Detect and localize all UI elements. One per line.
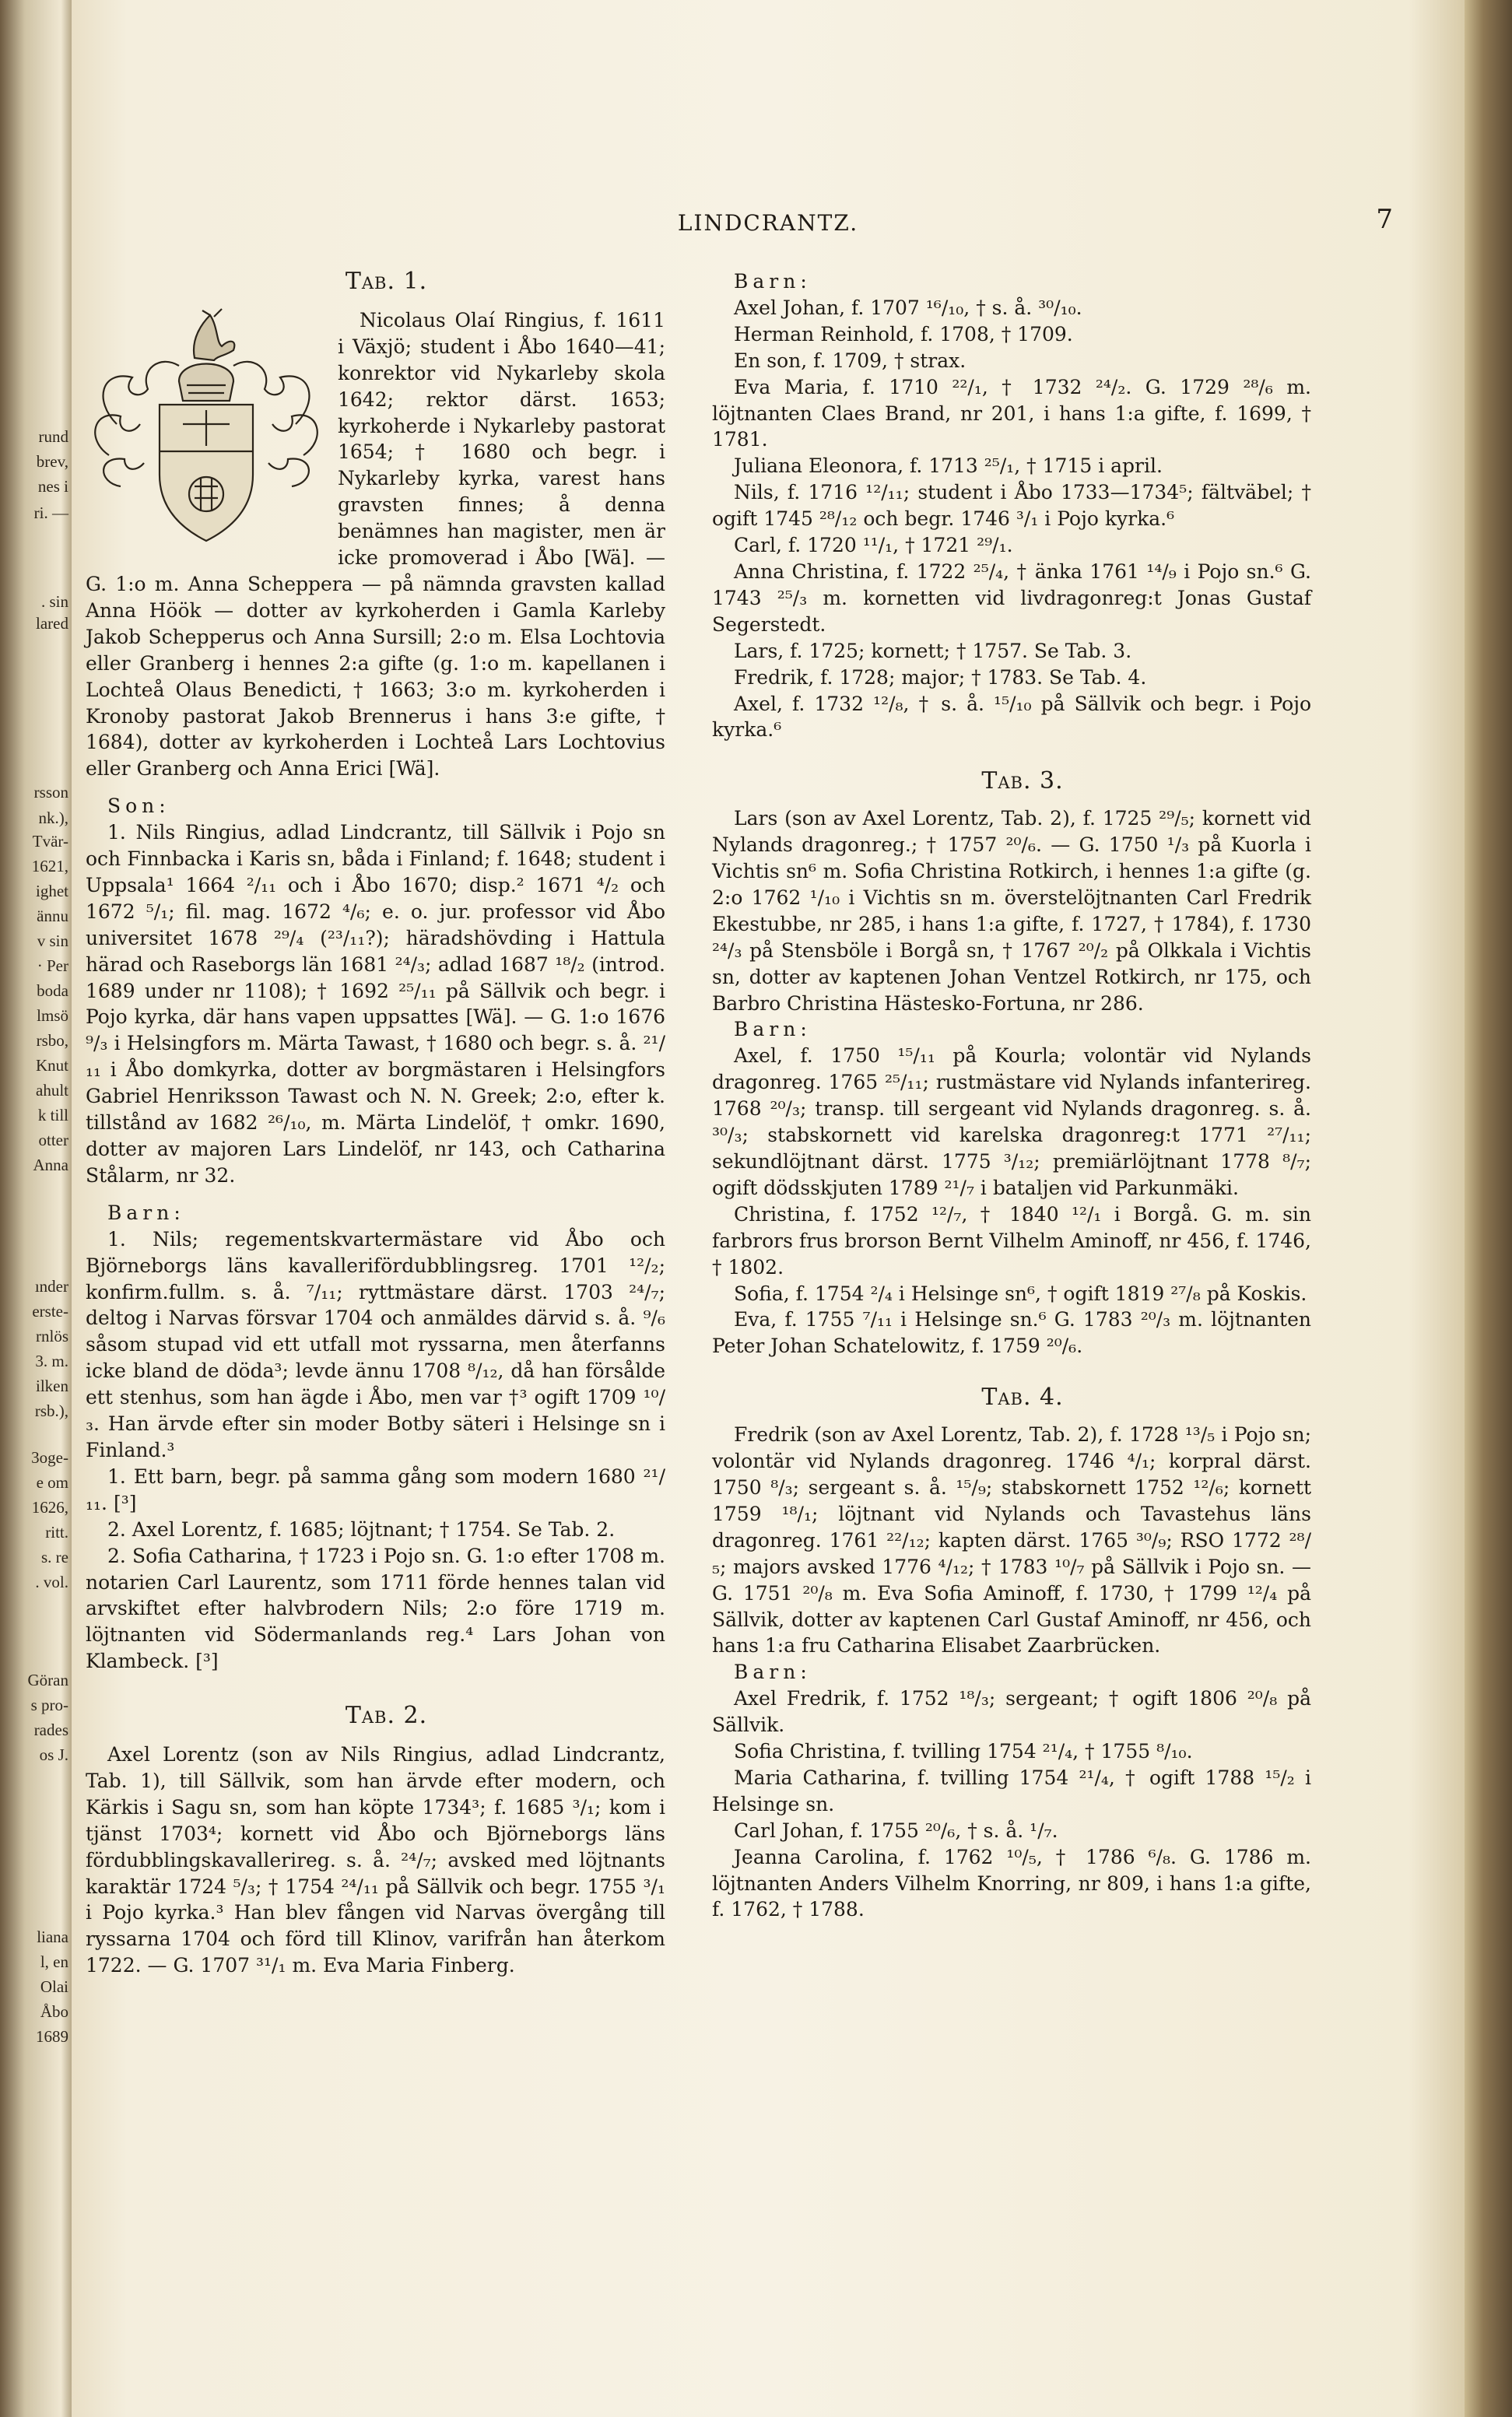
barn-entry: Carl Johan, f. 1755 ²⁰/₆, † s. å. ¹/₇. — [734, 1819, 1058, 1842]
previous-page-text-fragment: lared — [36, 614, 68, 633]
previous-page-text-fragment: s. re — [41, 1548, 68, 1566]
previous-page-text-fragment: k till — [37, 1106, 68, 1124]
barn-entry: Jeanna Carolina, f. 1762 ¹⁰/₅, † 1786 ⁶/₈. G. 1786 m. löjtnanten Anders Vilhelm Knorring, nr 809, i hans 1:a gifte, f. 1762, † 1788. — [712, 1845, 1311, 1921]
previous-page-text-fragment: liana — [37, 1928, 68, 1946]
previous-page-text-fragment: rnlös — [36, 1327, 68, 1345]
barn-entry: En son, f. 1709, † strax. — [734, 349, 966, 372]
previous-page-text-fragment: rsbo, — [36, 1031, 68, 1050]
previous-page-text-fragment: brev, — [36, 452, 68, 471]
previous-page-text-fragment: · Per — [37, 956, 68, 975]
previous-page-text-fragment: ri. — — [33, 503, 68, 522]
right-column — [712, 268, 1311, 1923]
barn-entry: Maria Catharina, f. tvilling 1754 ²¹/₄, † ogift 1788 ¹⁵/₂ i Helsinge sn. — [712, 1766, 1311, 1815]
previous-page-text-fragment: . vol. — [35, 1573, 68, 1591]
previous-page-text-fragment: ınder — [34, 1277, 68, 1296]
barn-entry: Sofia Christina, f. tvilling 1754 ²¹/₄, † 1755 ⁸/₁₀. — [734, 1740, 1193, 1763]
barn-paragraph: 1. Nils; regementskvartermästare vid Åbo och Björneborgs läns kavallerifördubblingsreg. 1701 ¹²/₂; konfirm.fullm. s. å. ⁷/₁₁; ryttmästare därst. 1703 ²⁴/₇; deltog i Narvas försvar 1704 och anmäldes därvid s. å. ⁹/₆ såsom stupad vid ett utfall mot ryssarna, men återfanns icke bland de döda³; levde ännu 1708 ⁸/₁₂, då han försålde ett stenhus, som han ägde i Åbo, men var †³ ogift 1709 ¹⁰/₃. Han ärvde efter sin moder Botby säteri i Helsinge sn i Finland.³ — [86, 1227, 665, 1461]
previous-page-text-fragment: rades — [33, 1721, 68, 1739]
barn-entry: Lars, f. 1725; kornett; † 1757. Se Tab. 3. — [734, 639, 1132, 662]
previous-page-text-fragment: nk.), — [38, 809, 68, 827]
previous-page-text-fragment: ilken — [36, 1377, 68, 1395]
previous-page-text-fragment: ritt. — [45, 1523, 68, 1542]
barn-heading: Barn: — [734, 270, 812, 293]
previous-page-text-fragment: 3. m. — [35, 1352, 68, 1370]
barn-heading: Barn: — [734, 1018, 812, 1041]
tab4-title: Tab. 4. — [981, 1384, 1064, 1412]
barn-heading: Barn: — [107, 1201, 185, 1224]
coat-of-arms-crest-icon — [86, 307, 327, 550]
barn-entry: Axel, f. 1732 ¹²/₈, † s. å. ¹⁵/₁₀ på Sällvik och begr. i Pojo kyrka.⁶ — [712, 692, 1311, 742]
previous-page-text-fragment: l, en — [40, 1952, 68, 1971]
barn-entry: Carl, f. 1720 ¹¹/₁, † 1721 ²⁹/₁. — [734, 534, 1013, 557]
previous-page-text-fragment: Tvär- — [32, 832, 68, 851]
barn-entry: Herman Reinhold, f. 1708, † 1709. — [734, 322, 1073, 346]
son-paragraph: 1. Nils Ringius, adlad Lindcrantz, till Sällvik i Pojo sn och Finnbacka i Karis sn, båda i Finland; f. 1648; student i Uppsala¹ 1664 ²/₁₁ och i Åbo 1670; disp.² 1671 ⁴/₂ och 1672 ⁵/₁; fil. mag. 1672 ⁴/₆; e. o. jur. professor vid Åbo universitet 1678 ²⁹/₄ (²³/₁₁?); häradshövding i Hattula härad och Raseborgs län 1681 ²⁴/₃; adlad 1687 ¹⁸/₂ (introd. 1689 under nr 1108); † 1692 ²⁵/₁₁ på Sällvik och begr. i Pojo kyrka, där hans vapen uppsattes [Wä]. — G. 1:o 1676 ⁹/₃ i Helsingfors m. Märta Tawast, † 1680 och begr. s. å. ²¹/₁₁ i Åbo domkyrka, dotter av borgmästaren i Helsingfors Gabriel Henriksson Tawast och N. N. Greek; 2:o, efter k. tillstånd av 1682 ²⁶/₁₀, m. Märta Lindelöf, † omkr. 1690, dotter av majoren Lars Lindelöf, nr 143, och Catharina Stålarm, nr 32. — [86, 821, 665, 1187]
previous-page-text-fragment: s pro- — [30, 1696, 68, 1714]
barn-paragraph: 2. Sofia Catharina, † 1723 i Pojo sn. G. 1:o efter 1708 m. notarien Carl Laurentz, som 1711 förde hennes talan vid arvskiftet efter halvbrodern Nils; 2:o före 1719 m. löjtnanten vid Södermanlands reg.⁴ Lars Johan von Klambeck. [³] — [86, 1544, 665, 1673]
barn-entry: Axel Johan, f. 1707 ¹⁶/₁₀, † s. å. ³⁰/₁₀. — [734, 296, 1082, 319]
previous-page-text-fragment: Knut — [36, 1056, 68, 1075]
barn-entry: Nils, f. 1716 ¹²/₁₁; student i Åbo 1733—1734⁵; fältväbel; † ogift 1745 ²⁸/₁₂ och begr. 1746 ³/₁ i Pojo kyrka.⁶ — [712, 481, 1311, 531]
previous-page-text-fragment: 3oge- — [31, 1448, 68, 1467]
previous-page-text-fragment: ighet — [36, 882, 68, 900]
previous-page-text-fragment: erste- — [32, 1302, 68, 1321]
previous-page-text-fragment: . sin — [40, 592, 68, 611]
tab2-paragraph: Axel Lorentz (son av Nils Ringius, adlad Lindcrantz, Tab. 1), till Sällvik, som han ärvde efter modern, och Kärkis i Sagu sn, som han köpte 1734³; f. 1685 ³/₁; kom i tjänst 1703⁴; kornett vid Åbo och Björneborgs läns fördubblingskavallerireg. s. å. ²⁴/₇; avsked med löjtnants karaktär 1724 ⁵/₃; † 1754 ²⁴/₁₁ på Sällvik och begr. 1755 ³/₁ i Pojo kyrka.³ Han blev fången vid Narvas övergång till ryssarna 1704 och förd till Klinov, varifrån han återkom 1722. — G. 1707 ³¹/₁ m. Eva Maria Finberg. — [86, 1743, 665, 1977]
tab3-title: Tab. 3. — [981, 767, 1064, 795]
tab2-title: Tab. 2. — [345, 1702, 428, 1730]
previous-page-text-fragment: Göran — [27, 1671, 68, 1689]
previous-page-text-fragment: ännu — [37, 907, 68, 925]
left-column — [86, 268, 665, 1979]
previous-page-text-fragment: Åbo — [40, 2002, 68, 2021]
tab1-entry-paragraph: Nicolaus Olaí Ringius, f. 1611 i Växjö; student i Åbo 1640—41; konrektor vid Nykarleby skola 1642; rektor därst. 1653; kyrkoherde i Nykarleby pastorat 1654; † 1680 och begr. i Nykarleby kyrka, varest hans gravsten finnes; å denna benämnes han magister, men är icke promoverad i Åbo [Wä]. — G. 1:o m. Anna Scheppera — på nämnda gravsten kallad Anna Höök — dotter av kyrkoherden i Gamla Karleby Jakob Schepperus och Anna Sursill; 2:o m. Elsa Lochtovia eller Granberg i hennes 2:a gifte (g. 1:o m. kapellanen i Lochteå Olaus Benedicti, † 1663; 3:o m. kyrkoherden i Kronoby pastorat Jakob Brennerus i hans 3:e gifte, † 1684), dotter av kyrkoherden i Lochteå Lars Lochtovius eller Granberg och Anna Erici [Wä]. — [86, 308, 665, 781]
previous-page-text-fragment: 1689 — [36, 2027, 68, 2046]
previous-page-text-fragment: boda — [37, 981, 68, 1000]
barn-entry: Axel Fredrik, f. 1752 ¹⁸/₃; sergeant; † ogift 1806 ²⁰/₈ på Sällvik. — [712, 1687, 1311, 1737]
previous-page-text-fragment: v sin — [37, 931, 68, 950]
previous-page-text-fragment: rund — [38, 427, 68, 446]
barn-paragraph: 2. Axel Lorentz, f. 1685; löjtnant; † 1754. Se Tab. 2. — [107, 1517, 616, 1541]
son-heading: Son: — [107, 795, 170, 818]
barn-entry: Axel, f. 1750 ¹⁵/₁₁ på Kourla; volontär vid Nylands dragonreg. 1765 ²⁵/₁₁; rustmästare vid Nylands infanterireg. 1768 ²⁰/₃; transp. till sergeant vid Nylands dragonreg. s. å. ³⁰/₃; stabskornett vid karelska dragonreg:t 1771 ²⁷/₁₁; sekundlöjtnant därst. 1775 ³/₁₂; premiärlöjtnant 1778 ⁸/₇; ogift dödsskjuten 1789 ²¹/₇ i bataljen vid Parkunmäki. — [712, 1044, 1311, 1199]
previous-page-text-fragment: otter — [38, 1131, 68, 1149]
previous-page-edge — [0, 0, 72, 2417]
previous-page-text-fragment: 1621, — [31, 857, 68, 875]
tab4-paragraph: Fredrik (son av Axel Lorentz, Tab. 2), f. 1728 ¹³/₅ i Pojo sn; volontär vid Nylands dragonreg. 1746 ⁴/₁; korpral därst. 1750 ⁸/₃; sergeant s. å. ¹⁵/₉; stabskornett 1752 ¹²/₆; kornett 1759 ¹⁸/₁; löjtnant vid Nylands och Tavastehus läns dragonreg. 1761 ²²/₁₂; kapten därst. 1765 ³⁰/₉; RSO 1772 ²⁸/₅; majors avsked 1776 ⁴/₁₂; † 1783 ¹⁰/₇ på Sällvik i Pojo sn. — G. 1751 ²⁰/₈ m. Eva Sofia Aminoff, f. 1730, † 1799 ¹²/₄ på Sällvik, dotter av kaptenen Carl Gustaf Aminoff, nr 456, och hans 1:a fru Catharina Elisabet Zaarbrücken. — [712, 1423, 1311, 1658]
previous-page-text-fragment: Anna — [33, 1156, 68, 1174]
previous-page-text-fragment: os J. — [39, 1745, 68, 1764]
barn-heading: Barn: — [734, 1661, 812, 1684]
barn-entry: Fredrik, f. 1728; major; † 1783. Se Tab. 4. — [734, 665, 1147, 689]
previous-page-text-fragment: 1626, — [31, 1498, 68, 1517]
barn-entry: Eva Maria, f. 1710 ²²/₁, † 1732 ²⁴/₂. G. 1729 ²⁸/₆ m. löjtnanten Claes Brand, nr 201, i hans 1:a gifte, f. 1699, † 1781. — [712, 375, 1311, 451]
previous-page-text-fragment: ahult — [36, 1081, 68, 1100]
book-page — [72, 0, 1465, 2417]
running-header: LINDCRANTZ. — [677, 210, 859, 236]
book-spine-edge — [1465, 0, 1512, 2417]
tab3-paragraph: Lars (son av Axel Lorentz, Tab. 2), f. 1725 ²⁹/₅; kornett vid Nylands dragonreg.; † 1757 ²⁰/₆. — G. 1750 ¹/₃ på Kuorla i Vichtis sn⁶ m. Sofia Christina Rotkirch, i hennes 1:a gifte (g. 2:o 1762 ¹/₁₀ i Vichtis sn m. överstelöjtnanten Carl Fredrik Ekestubbe, nr 285, i hans 1:a gifte, f. 1727, † 1784), f. 1730 ²⁴/₃ på Stensböle i Borgå sn, † 1767 ²⁰/₂ på Olkkala i Vichtis sn, dotter av kaptenen Johan Ventzel Rotkirch, nr 175, och Barbro Christina Hästesko-Fortuna, nr 286. — [712, 807, 1311, 1015]
page-number: 7 — [1376, 204, 1393, 235]
previous-page-text-fragment: e om — [36, 1473, 68, 1492]
previous-page-text-fragment: Olai — [40, 1977, 68, 1996]
tab1-title: Tab. 1. — [345, 268, 428, 295]
barn-entry: Juliana Eleonora, f. 1713 ²⁵/₁, † 1715 i april. — [734, 454, 1163, 478]
barn-paragraph: 1. Ett barn, begr. på samma gång som modern 1680 ²¹/₁₁. [³] — [86, 1465, 665, 1514]
barn-entry: Christina, f. 1752 ¹²/₇, † 1840 ¹²/₁ i Borgå. G. m. sin farbrors frus brorson Bernt Vilhelm Aminoff, nr 456, f. 1746, † 1802. — [712, 1202, 1311, 1279]
previous-page-text-fragment: rsb.), — [34, 1401, 68, 1420]
previous-page-text-fragment: nes i — [37, 477, 68, 496]
previous-page-text-fragment: lmsö — [37, 1006, 68, 1025]
previous-page-text-fragment: rsson — [33, 783, 68, 802]
barn-entry: Eva, f. 1755 ⁷/₁₁ i Helsinge sn.⁶ G. 1783 ²⁰/₃ m. löjtnanten Peter Johan Schatelowitz, f. 1759 ²⁰/₆. — [712, 1308, 1311, 1358]
barn-entry: Anna Christina, f. 1722 ²⁵/₄, † änka 1761 ¹⁴/₉ i Pojo sn.⁶ G. 1743 ²⁵/₃ m. kornetten vid livdragonreg:t Jonas Gustaf Segerstedt. — [712, 560, 1311, 636]
barn-entry: Sofia, f. 1754 ²/₄ i Helsinge sn⁶, † ogift 1819 ²⁷/₈ på Koskis. — [734, 1282, 1307, 1305]
